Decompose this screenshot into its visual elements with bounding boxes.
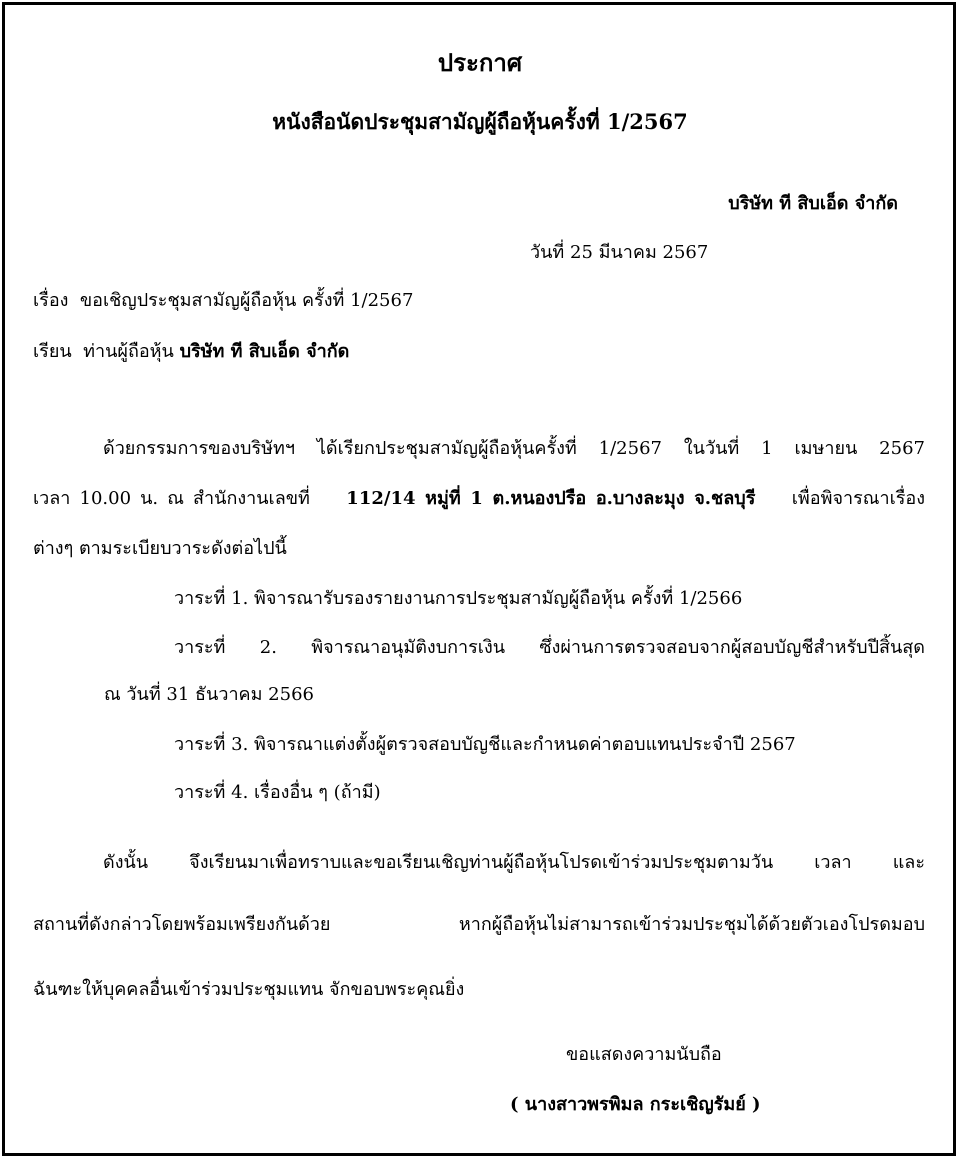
subject-text: ขอเชิญประชุมสามัญผู้ถือหุ้น ครั้งที่ 1/2567 xyxy=(79,290,414,311)
agenda-item-1: วาระที่ 1. พิจารณารับรองรายงานการประชุมสามัญผู้ถือหุ้น ครั้งที่ 1/2566 xyxy=(174,588,743,609)
conclusion-line-3: ฉันฑะให้บุคคลอื่นเข้าร่วมประชุมแทน จักขอบพระคุณยิ่ง xyxy=(33,979,465,1000)
conclusion-line-2: สถานที่ดังกล่าวโดยพร้อมเพรียงกันด้วย หากผู้ถือหุ้นไม่สามารถเข้าร่วมประชุมได้ด้วยตัวเองโปรดมอบ xyxy=(33,914,925,935)
announcement-title: ประกาศ xyxy=(437,48,523,77)
body-line-1 xyxy=(33,437,925,461)
agenda-item-4: วาระที่ 4. เรื่องอื่น ๆ (ถ้ามี) xyxy=(174,782,381,803)
recipient-line xyxy=(33,340,349,364)
body-line-2-b: เพื่อพิจารณาเรื่อง xyxy=(791,488,926,509)
agenda-item-2: วาระที่ 2. พิจารณาอนุมัติงบการเงิน ซึ่งผ่านการตรวจสอบจากผู้สอบบัญชีสำหรับปีสิ้นสุด xyxy=(174,637,925,658)
subject-label: เรื่อง xyxy=(33,290,69,311)
recipient-label: เรียน xyxy=(33,341,72,362)
body-line-1-text: ด้วยกรรมการของบริษัทฯ ได้เรียกประชุมสามัญผู้ถือหุ้นครั้งที่ 1/2567 ในวันที่ 1 เมษายน 2567 xyxy=(103,438,925,459)
signatory-name: ( นางสาวพรพิมล กระเชิญรัมย์ ) xyxy=(510,1094,761,1115)
closing-salutation: ขอแสดงความนับถือ xyxy=(566,1044,722,1065)
agenda-item-3: วาระที่ 3. พิจารณาแต่งตั้งผู้ตรวจสอบบัญชีและกำหนดค่าตอบแทนประจำปี 2567 xyxy=(174,734,796,755)
agenda-item-2-continued: ณ วันที่ 31 ธันวาคม 2566 xyxy=(104,684,314,705)
conclusion-line-1-text: ดังนั้น จึงเรียนมาเพื่อทราบและขอเรียนเชิญท่านผู้ถือหุ้นโปรดเข้าร่วมประชุมตามวัน เวลา และ xyxy=(103,852,925,873)
body-line-3: ต่างๆ ตามระเบียบวาระดังต่อไปนี้ xyxy=(33,538,287,559)
body-line-2 xyxy=(33,487,925,511)
announcement-subtitle: หนังสือนัดประชุมสามัญผู้ถือหุ้นครั้งที่ 1/2567 xyxy=(272,109,688,134)
meeting-address: 112/14 หมู่ที่ 1 ต.หนองปรือ อ.บางละมุง จ.ชลบุรี xyxy=(346,488,756,509)
recipient-company: บริษัท ที สิบเอ็ด จำกัด xyxy=(179,341,350,362)
recipient-text: ท่านผู้ถือหุ้น xyxy=(83,341,174,362)
subject-line xyxy=(33,289,413,313)
body-line-2-a: เวลา 10.00 น. ณ สำนักงานเลขที่ xyxy=(33,488,310,509)
document-date: วันที่ 25 มีนาคม 2567 xyxy=(530,242,709,263)
conclusion-line-1 xyxy=(33,851,925,875)
company-name: บริษัท ที สิบเอ็ด จำกัด xyxy=(728,193,898,214)
